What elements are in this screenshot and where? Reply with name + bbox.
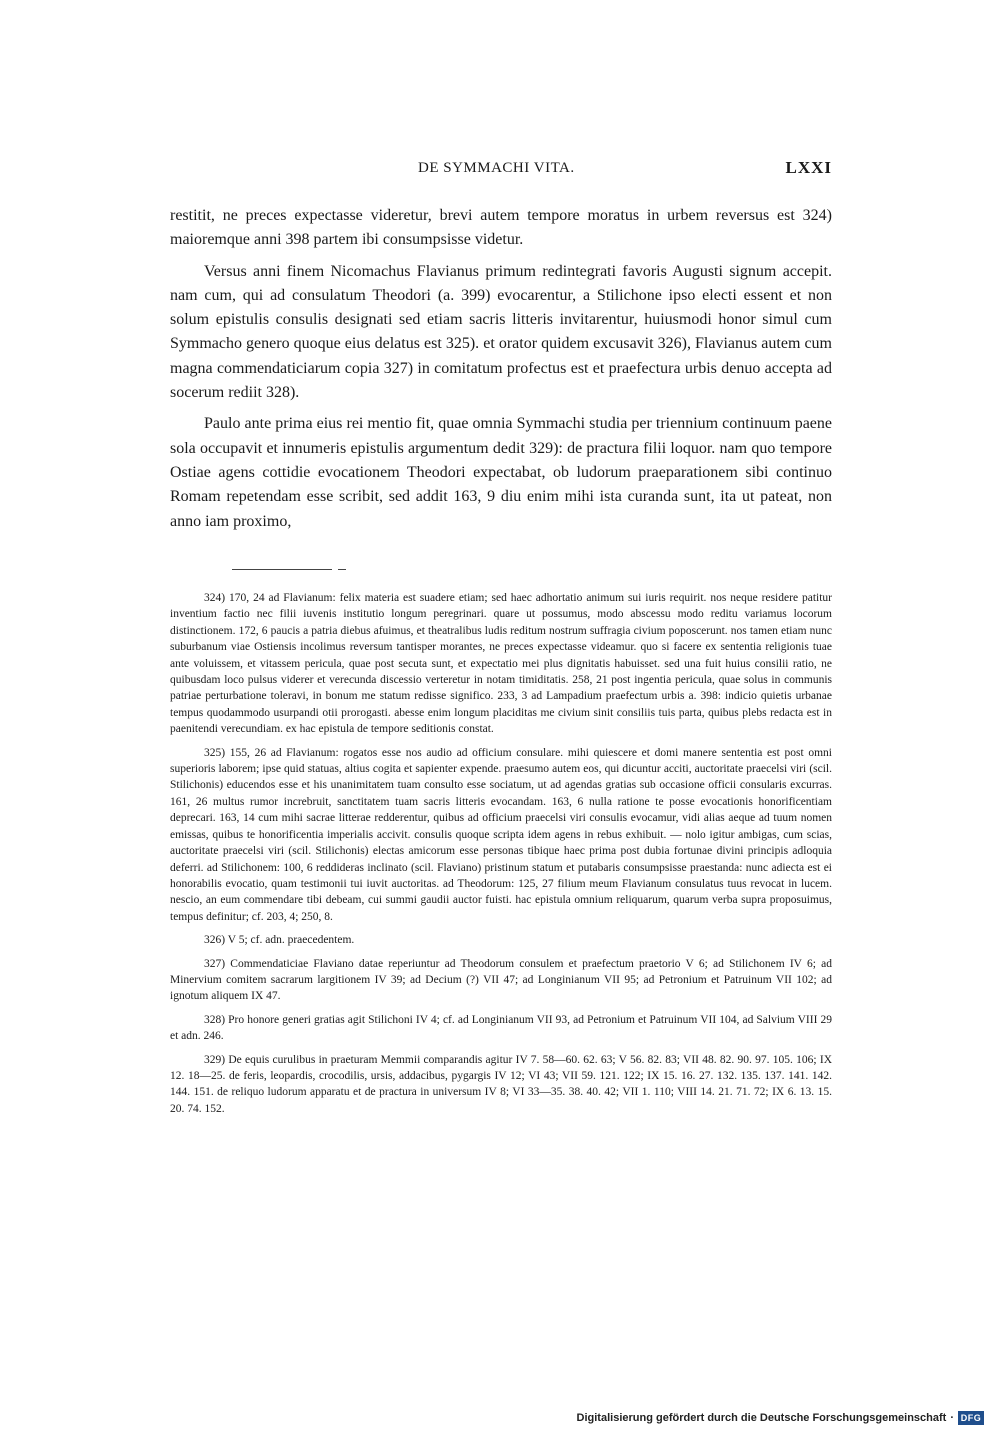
footnotes xyxy=(170,590,832,1124)
footnote-separator xyxy=(232,569,332,570)
dfg-logo-icon: DFG xyxy=(958,1411,984,1425)
paragraph-3: Paulo ante prima eius rei mentio fit, quae omnia Symmachi studia per triennium continuum paene sola occupavit et innumeris epistulis argumentum dedit 329): de practura filii loquor. nam quo tempore Ostiae agens cottidie evocationem Theodori expectabat, ob ludorum praeparationem sibi continuo Romam repetendam esse scribit, sed addit 163, 9 diu enim mihi ista curanda sunt, ita ut pateat, non anno iam proximo, xyxy=(170,415,832,530)
footnote-326: 326) V 5; cf. adn. praecedentem. xyxy=(204,934,355,947)
footnote-327: 327) Commendaticiae Flaviano datae reperiuntur ad Theodorum consulem et praefectum praetorio V 6; ad Stilichonem IV 6; ad Minervium comitem sacrarum largitionem IV 39; ad Decium (?) VII 47; ad Longinianum VII 95; ad Petronium et Patruinum VII 102; ad ignotum aliquem IX 47. xyxy=(170,957,832,1003)
main-text xyxy=(170,204,832,541)
footnote-328: 328) Pro honore generi gratias agit Stilichoni IV 4; cf. ad Longinianum VII 93, ad Petronium et Patruinum VII 104, ad Salvium VIII 29 et adn. 246. xyxy=(170,1013,832,1043)
footnote-324: 324) 170, 24 ad Flavianum: felix materia est suadere etiam; sed haec adhortatio animum sui iuris requirit. nos neque residere patitur inventium factio nec filii iuvenis institutio longum peregrinari. quare ut possumus, modo abscessu modo reditu variamus locorum distinctionem. 172, 6 paucis a patria diebus afuimus, et theatralibus ludis reditum nostrum suffragia civium poposcerunt. nos tamen etiam nunc suburbanum viae Ostiensis incolimus reversum tantisper morantes, ne preces expectasse videamur. quo si facere ex sententia religionis tuae ante voluissem, et vitassem pericula, quae post secuta sunt, et expectatio mei plus dignitatis habuisset. sed una fuit huius consilii ratio, ne quibusdam loco pulsus viderer et verecunda discessio verteretur in notam timiditatis. 258, 21 post ingentia pericula, quae solus in communis patriae perturbatione toleravi, in bonum me statum redisse significo. 233, 3 ad Lampadium praefectum urbis a. 398: indicio quietis urbanae tempus quodammodo usurpandi otii prorogasti. abesse enim longum placiditas me civium sinit consiliis tuis parta, quibus plebs redacta est in paenitendi verecundiam. ex hac epistula de tempore seditionis constat. xyxy=(170,592,832,736)
footnote-325: 325) 155, 26 ad Flavianum: rogatos esse nos audio ad officium consulare. mihi quiescere et domi manere sententia est post omni superioris laborem; ipse quid statuas, altius cogita et sapienter expende. praesumo autem eos, qui dicuntur acciti, auctoritate praecelsi viri (scil. Stilichonis) educendos esse et his unanimitatem tuam consulto esse sociatum, ut ad agendas gratias sub occasione officii consularis excurras. 161, 26 multus rumor increbruit, sanctitatem tuam sacris litteris evocandam. 163, 6 nulla ratione te posse evocationis honorificentiam deprecari. 163, 14 cum mihi sacrae litterae redderentur, quibus ad officium praecelsi viri consulis evocamur, vidi alias aeque ad tuum nomen emissas, quibus te honorificentia imperialis accivit. consulis quoque scripta idem agens in rebus exhibuit. — nolo igitur ambigas, cum scias, auctoritate praecelsi viri (scil. Stilichonis) electas amicorum esse personas tibique haec prima post dubia fortunae divini principis adloquia deferri. ad Stilichonem: 100, 6 reddideras inclinato (scil. Flaviano) pristinum statum et putabaris consumpsisse praestanda: nunc adiecta est ei honorabilis evocatio, quam testimonii tui iuvit auctoritas. ad Theodorum: 125, 27 filium meum Flavianum consulatus tuus revocat in lucem. nescio, an eum commendare tibi debeam, cui summi gaudii auctor fuisti. hac epistula omnium reliquarum, quarum verba supra proposuimus, tempus definitur; cf. 203, 4; 250, 8. xyxy=(170,746,832,923)
digitization-credit-text: Digitalisierung gefördert durch die Deutsche Forschungsgemeinschaft xyxy=(576,1412,947,1424)
page-number: LXXI xyxy=(785,158,832,177)
page-header xyxy=(170,158,832,184)
footnote-separator-dash xyxy=(338,569,346,570)
digitization-credit xyxy=(577,1408,984,1428)
running-title: DE SYMMACHI VITA. xyxy=(418,160,575,176)
separator-dot: · xyxy=(950,1412,954,1424)
footnote-329: 329) De equis curulibus in praeturam Memmii comparandis agitur IV 7. 58—60. 62. 63; V 56. 82. 83; VII 48. 82. 90. 97. 105. 106; IX 12. 18—25. de feris, leopardis, crocodilis, ursis, addacibus, pygargis IV 12; VI 43; VII 59. 121. 122; IX 15. 16. 27. 132. 135. 137. 141. 142. 144. 151. de reliquo ludorum apparatu et de practura in universum IV 8; VI 33—35. 38. 40. 42; VII 1. 110; VIII 14. 21. 71. 72; IX 6. 13. 15. 20. 74. 152. xyxy=(170,1053,832,1115)
paragraph-1: restitit, ne preces expectasse videretur, brevi autem tempore moratus in urbem reversus est 324) maioremque anni 398 partem ibi consumpsisse videtur. xyxy=(170,207,832,249)
paragraph-2: Versus anni finem Nicomachus Flavianus primum redintegrati favoris Augusti signum accepit. nam cum, qui ad consulatum Theodori (a. 399) evocarentur, a Stilichone ipso electi essent et non solum epistulis consulis designati sed etiam sacris litteris invitarentur, huiusmodi honor simul cum Symmacho genero quoque eius delatus est 325). et orator quidem excusavit 326), Flavianus autem cum magna commendaticiarum copia 327) in comitatum profectus est et praefectura urbis denuo accepta ad socerum rediit 328). xyxy=(170,262,832,402)
